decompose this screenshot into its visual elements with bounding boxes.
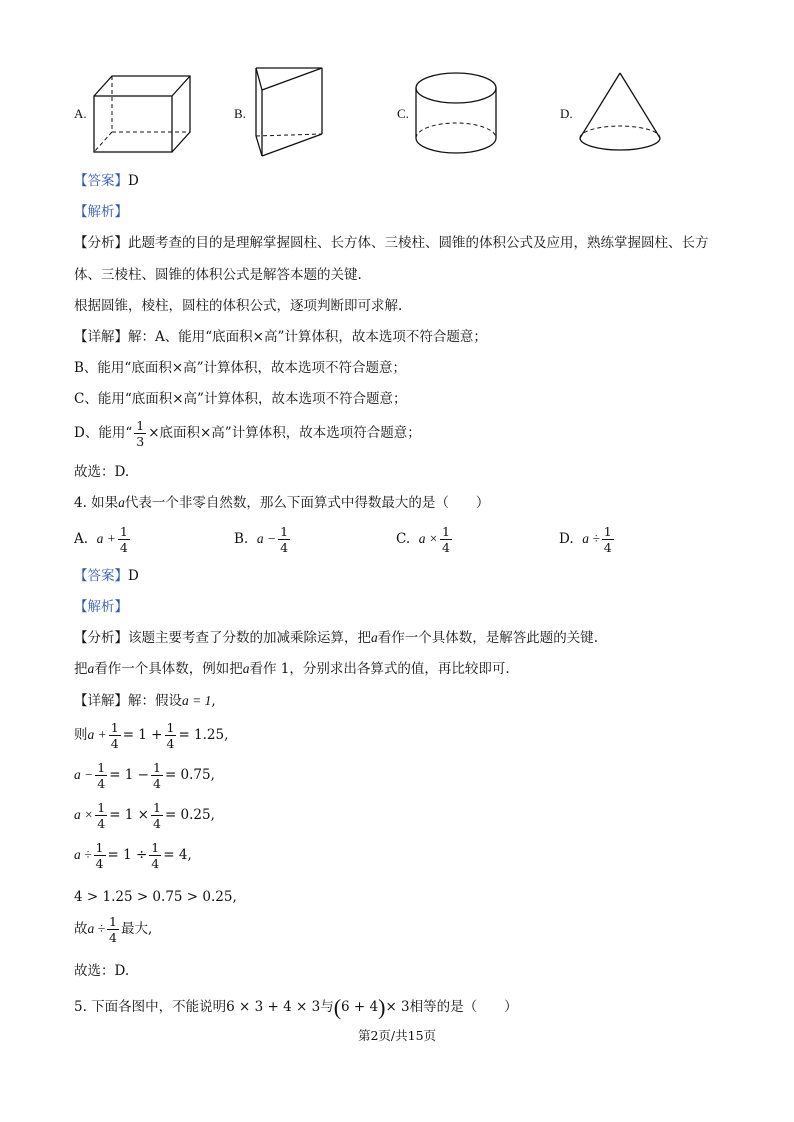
cylinder-figure (412, 66, 502, 158)
cone-figure (576, 70, 666, 156)
calc-lhs: a − (74, 767, 94, 782)
fenxi2-var: a (87, 661, 95, 676)
option-expr: a ÷ (582, 531, 600, 546)
answer-value: D (128, 568, 139, 584)
fenxi-text: 此题考查的目的是理解掌握圆柱、长方体、三棱柱、圆锥的体积公式及应用，熟练掌握圆柱、长方 (128, 235, 709, 251)
frac-den: 4 (97, 776, 106, 791)
frac-num: 1 (153, 760, 161, 775)
q4-fenxi-1 (74, 629, 598, 647)
calc-mid: = 1 + (122, 727, 163, 743)
option-fraction (440, 524, 452, 555)
q3-detail-1 (74, 328, 487, 346)
expr2-inner: 6 + 4 (341, 999, 379, 1015)
q4-fenxi-2 (74, 660, 510, 678)
q4-option-b (234, 524, 292, 555)
fraction-one-third (134, 418, 146, 449)
cuboid-figure (90, 70, 200, 158)
frac-den: 4 (97, 816, 106, 831)
q3-detail-2: B、能用“底面积×高”计算体积，故本选项不符合题意； (74, 360, 407, 376)
q4-calc-3: a × $\frac{1}{4}$ = 1 × $\frac{1}{4}$ = 0.25, (74, 800, 215, 831)
q4-calc-2: a − $\frac{1}{4}$ = 1 − $\frac{1}{4}$ = 0.75, (74, 760, 215, 791)
frac-den: 4 (119, 540, 128, 555)
option-expr: a + (96, 531, 116, 546)
calc-rhs: = 0.75 (164, 767, 211, 783)
fenxi-pre: 该题主要考查了分数的加减乘除运算，把 (128, 630, 371, 646)
option-d-label: D. (560, 106, 573, 121)
option-c-label: C. (397, 106, 409, 121)
calc-frac2 (149, 840, 161, 871)
calc-pre: 则 (74, 727, 88, 743)
frac-den: 4 (603, 540, 612, 555)
option-label: A. (74, 531, 89, 547)
q4-options (74, 520, 714, 556)
frac-den: 4 (95, 856, 104, 871)
frac-den: 4 (151, 856, 160, 871)
option-expr: a − (256, 531, 277, 546)
option-b-label: B. (234, 106, 246, 121)
expr2-post: × 3 (385, 999, 410, 1015)
frac-num: 1 (119, 524, 128, 539)
q4-select: 故选：D. (74, 963, 130, 979)
option-fraction (118, 524, 130, 555)
q4-conclude (74, 912, 152, 946)
q3-fenxi-1 (74, 234, 709, 252)
fenxi-var: a (371, 630, 378, 645)
answer-tag: 【答案】 (74, 173, 128, 189)
frac-num: 1 (97, 760, 106, 775)
detail-4-pre: D、能用“ (74, 425, 133, 441)
frac-den: 4 (441, 540, 450, 555)
calc-frac (95, 800, 107, 831)
triangular-prism-figure (250, 64, 330, 160)
fenxi2-mid: 看作一个具体数，例如把 (94, 661, 243, 677)
fenxi-tag: 【分析】 (74, 630, 128, 646)
option-label: D. (559, 531, 574, 547)
detail-text: 解：A、能用“底面积×高”计算体积，故本选项不符合题意； (128, 329, 487, 345)
assume-text: 解：假设 (128, 693, 182, 709)
close-paren-glyph: ) (378, 994, 386, 1020)
conclude-pre: 故 (74, 921, 88, 937)
q3-fenxi-2: 体、三棱柱、圆锥的体积公式是解答本题的关键. (74, 267, 362, 283)
q5-stem (74, 995, 518, 1020)
stem-pre: 4. 如果 (74, 495, 119, 511)
calc-frac2 (151, 760, 163, 791)
q3-analysis-tag: 【解析】 (74, 204, 128, 220)
fenxi2-var2: a (242, 661, 250, 676)
frac-den: 4 (166, 736, 175, 751)
stem-post: 代表一个非零自然数，那么下面算式中得数最大的是（ ） (124, 495, 490, 511)
calc-mid: = 1 × (109, 807, 149, 823)
q4-detail-assume: 【详解】解：假设a = 1, (74, 693, 216, 709)
stem-mid: 与 (320, 999, 334, 1015)
frac-num: 1 (166, 720, 175, 735)
frac-den: 4 (109, 930, 117, 945)
frac-num: 1 (153, 800, 161, 815)
frac-num: 1 (95, 840, 104, 855)
calc-mid: = 1 − (109, 767, 149, 783)
fenxi-post: 看作一个具体数，是解答此题的关键. (377, 630, 599, 646)
calc-lhs: a + (87, 727, 107, 742)
q3-fenxi-3: 根据圆锥，棱柱，圆柱的体积公式，逐项判断即可求解. (74, 298, 403, 314)
calc-rhs: = 1.25 (178, 727, 225, 743)
q4-answer-line (74, 567, 139, 585)
calc-frac2 (165, 720, 177, 751)
expr1: 6 × 3 + 4 × 3 (226, 999, 321, 1015)
calc-frac (95, 760, 107, 791)
stem-post: 相等的是（ ） (409, 999, 518, 1015)
calc-lhs: a ÷ (74, 847, 92, 862)
compare-text: 4 > 1.25 > 0.75 > 0.25 (74, 889, 233, 905)
q4-analysis-tag: 【解析】 (74, 599, 128, 615)
calc-rhs: = 4 (163, 847, 188, 863)
answer-value: D (128, 173, 139, 189)
detail-tag: 【详解】 (74, 329, 128, 345)
assume-eq: a = 1 (182, 693, 212, 708)
option-label: C. (396, 531, 411, 547)
q4-option-d (559, 524, 616, 555)
stem-var: a (118, 495, 125, 510)
frac-den: 3 (136, 434, 145, 449)
conclude-expr: a ÷ (87, 921, 106, 936)
q4-calc-1: 则a + $\frac{1}{4}$ = 1 + $\frac{1}{4}$ = 1.25, (74, 720, 229, 751)
frac-den: 4 (280, 540, 289, 555)
conclude-frac (107, 914, 119, 945)
option-expr: a × (418, 531, 438, 546)
frac-num: 1 (441, 524, 450, 539)
frac-num: 1 (110, 720, 119, 735)
open-paren-glyph: ( (333, 994, 342, 1020)
option-a-label: A. (74, 106, 87, 121)
option-label: B. (234, 531, 249, 547)
option-fraction (602, 524, 614, 555)
stem-pre: 5. 下面各图中，不能说明 (74, 999, 227, 1015)
frac-den: 4 (153, 776, 161, 791)
q3-detail-4 (74, 418, 421, 449)
frac-den: 4 (153, 816, 161, 831)
q4-option-a (74, 524, 132, 555)
q3-answer-line (74, 172, 139, 190)
fenxi2-post: 看作 1，分别求出各算式的值，再比较即可. (249, 661, 510, 677)
calc-frac2 (151, 800, 163, 831)
q4-compare: 4 > 1.25 > 0.75 > 0.25, (74, 889, 237, 905)
calc-frac (109, 720, 121, 751)
fenxi2-pre: 把 (74, 661, 88, 677)
conclude-post: 最大, (121, 921, 153, 937)
calc-mid: = 1 ÷ (107, 847, 148, 863)
frac-num: 1 (151, 840, 160, 855)
frac-num: 1 (97, 800, 106, 815)
q4-option-c (396, 524, 454, 555)
calc-rhs: = 0.25 (164, 807, 211, 823)
q4-calc-4: a ÷ $\frac{1}{4}$ = 1 ÷ $\frac{1}{4}$ = 4, (74, 840, 192, 871)
frac-num: 1 (280, 524, 289, 539)
fenxi-tag: 【分析】 (74, 235, 128, 251)
q4-stem (74, 494, 489, 512)
frac-num: 1 (603, 524, 612, 539)
frac-den: 4 (110, 736, 119, 751)
answer-tag: 【答案】 (74, 568, 128, 584)
option-fraction (278, 524, 290, 555)
frac-num: 1 (109, 914, 117, 929)
frac-num: 1 (136, 418, 145, 433)
q3-detail-3: C、能用“底面积×高”计算体积，故本选项不符合题意； (74, 391, 407, 407)
detail-4-post: ×底面积×高”计算体积，故本选项符合题意； (148, 425, 421, 441)
page-footer: 第2页/共15页 (357, 1028, 437, 1043)
calc-lhs: a × (74, 807, 94, 822)
detail-tag: 【详解】 (74, 693, 128, 709)
calc-frac (94, 840, 106, 871)
q3-select: 故选：D. (74, 464, 130, 480)
